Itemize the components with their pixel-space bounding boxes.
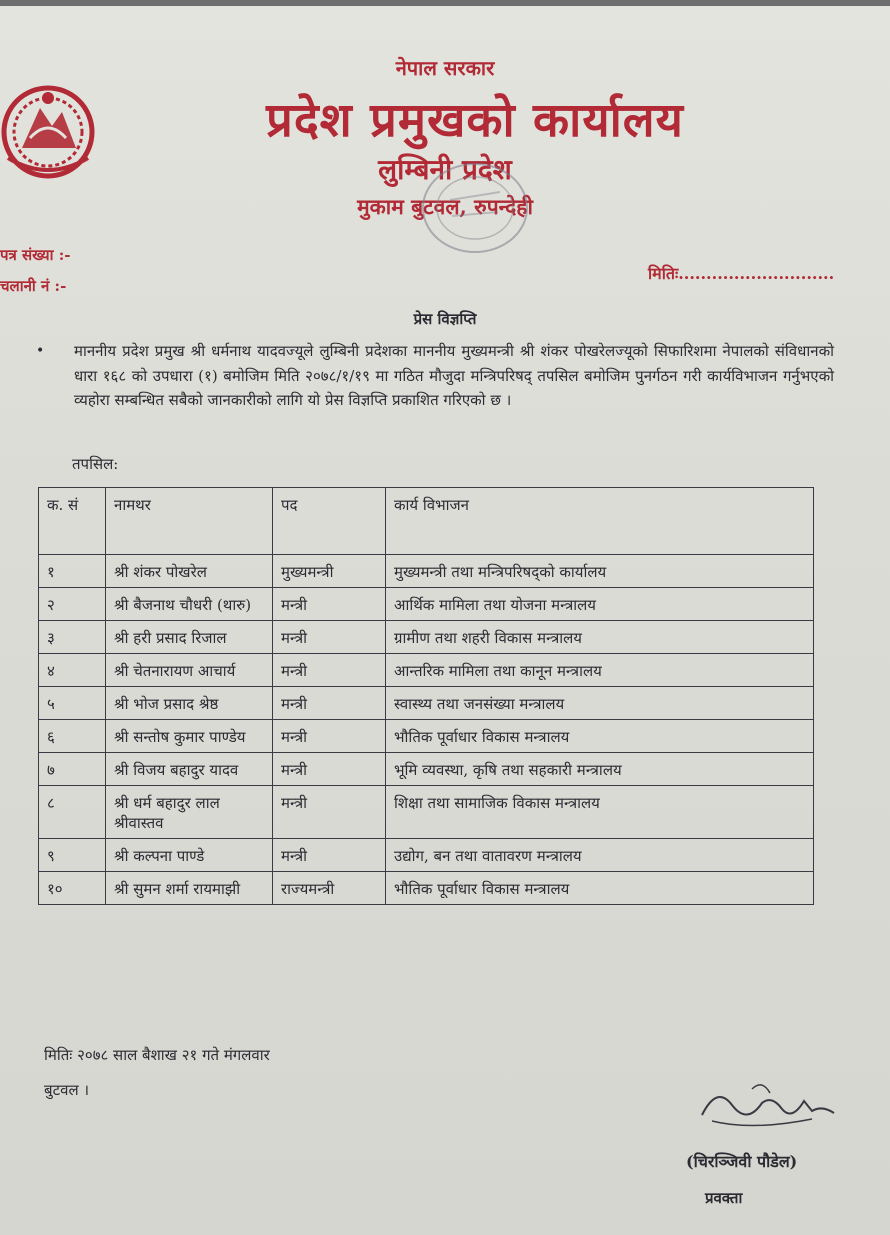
name-cell: श्री धर्म बहादुर लाल श्रीवास्तव [106, 786, 273, 839]
portfolio-cell: आर्थिक मामिला तथा योजना मन्त्रालय [386, 588, 814, 621]
issue-date: मितिः २०७८ साल बैशाख २१ गते मंगलवार [44, 1046, 270, 1064]
post-cell: मन्त्री [273, 621, 386, 654]
portfolio-cell: शिक्षा तथा सामाजिक विकास मन्त्रालय [386, 786, 814, 839]
signature-icon [692, 1075, 842, 1145]
signatory-name: (चिरञ्जिवी पौडेल) [686, 1152, 798, 1171]
office-seal-stamp-icon [410, 150, 540, 260]
cabinet-portfolio-table [38, 487, 814, 905]
name-cell: श्री बैजनाथ चौधरी (थारु) [106, 588, 273, 621]
post-cell: राज्यमन्त्री [273, 872, 386, 905]
headquarters-address: मुकाम बुटवल, रुपन्देही [357, 194, 533, 219]
name-cell: श्री चेतनारायण आचार्य [106, 654, 273, 687]
portfolio-cell: भौतिक पूर्वाधार विकास मन्त्रालय [386, 720, 814, 753]
dispatch-number-label: चलानी नं :- [0, 277, 67, 295]
post-cell: मन्त्री [273, 786, 386, 839]
name-cell: श्री कल्पना पाण्डे [106, 839, 273, 872]
table-header-row [39, 488, 814, 555]
serial-cell: २ [39, 588, 106, 621]
post-cell: मन्त्री [273, 720, 386, 753]
issue-place: बुटवल । [44, 1081, 90, 1099]
column-header-serial: क. सं [39, 488, 106, 555]
table-row [39, 621, 814, 654]
serial-cell: ९ [39, 839, 106, 872]
column-header-portfolio: कार्य विभाजन [386, 488, 814, 555]
portfolio-cell: स्वास्थ्य तथा जनसंख्या मन्त्रालय [386, 687, 814, 720]
scan-edge [0, 0, 890, 6]
portfolio-cell: आन्तरिक मामिला तथा कानून मन्त्रालय [386, 654, 814, 687]
press-release-title: प्रेस विज्ञप्ति [413, 310, 477, 328]
table-row [39, 786, 814, 839]
government-name: नेपाल सरकार [395, 56, 495, 80]
table-row [39, 720, 814, 753]
name-cell: श्री हरी प्रसाद रिजाल [106, 621, 273, 654]
name-cell: श्री भोज प्रसाद श्रेष्ठ [106, 687, 273, 720]
press-release-body: माननीय प्रदेश प्रमुख श्री धर्मनाथ यादवज्यूले लुम्बिनी प्रदेशका माननीय मुख्यमन्त्री श्री शंकर पोखरेलज्यूको सिफारिशमा नेपालको संविधानको धारा १६८ को उपधारा (१) बमोजिम मिति २०७८/१/१९ मा गठित मौजुदा मन्त्रिपरिषद् तपसिल बमोजिम पुनर्गठन गरी कार्यविभाजन गर्नुभएको व्यहोरा सम्बन्धित सबैको जानकारीको लागि यो प्रेस विज्ञप्ति प्रकाशित गरिएको छ । [74, 342, 834, 409]
post-cell: मन्त्री [273, 753, 386, 786]
bullet-mark: • [36, 343, 45, 359]
annex-label: तपसिल: [72, 455, 119, 473]
post-cell: मन्त्री [273, 687, 386, 720]
post-cell: मन्त्री [273, 839, 386, 872]
serial-cell: ४ [39, 654, 106, 687]
name-cell: श्री सन्तोष कुमार पाण्डेय [106, 720, 273, 753]
table-row [39, 753, 814, 786]
serial-cell: ७ [39, 753, 106, 786]
table-row [39, 839, 814, 872]
table-row [39, 588, 814, 621]
column-header-post: पद [273, 488, 386, 555]
province-name: लुम्बिनी प्रदेश [378, 153, 512, 186]
serial-cell: ८ [39, 786, 106, 839]
post-cell: मुख्यमन्त्री [273, 555, 386, 588]
post-cell: मन्त्री [273, 654, 386, 687]
portfolio-cell: मुख्यमन्त्री तथा मन्त्रिपरिषद्को कार्यालय [386, 555, 814, 588]
name-cell: श्री शंकर पोखरेल [106, 555, 273, 588]
name-cell: श्री सुमन शर्मा रायमाझी [106, 872, 273, 905]
column-header-name: नामथर [106, 488, 273, 555]
table-row [39, 687, 814, 720]
serial-cell: ५ [39, 687, 106, 720]
portfolio-cell: भौतिक पूर्वाधार विकास मन्त्रालय [386, 872, 814, 905]
portfolio-cell: उद्योग, बन तथा वातावरण मन्त्रालय [386, 839, 814, 872]
name-cell: श्री विजय बहादुर यादव [106, 753, 273, 786]
serial-cell: १ [39, 555, 106, 588]
office-name: प्रदेश प्रमुखको कार्यालय [266, 93, 684, 148]
portfolio-cell: ग्रामीण तथा शहरी विकास मन्त्रालय [386, 621, 814, 654]
serial-cell: १० [39, 872, 106, 905]
table-row [39, 555, 814, 588]
portfolio-cell: भूमि व्यवस्था, कृषि तथा सहकारी मन्त्रालय [386, 753, 814, 786]
post-cell: मन्त्री [273, 588, 386, 621]
table-row [39, 654, 814, 687]
serial-cell: ६ [39, 720, 106, 753]
serial-cell: ३ [39, 621, 106, 654]
signatory-role: प्रवक्ता [705, 1189, 743, 1207]
letter-date-field: मितिः............................ [648, 264, 835, 283]
table-row [39, 872, 814, 905]
reference-number-label: पत्र संख्या :- [0, 246, 71, 264]
